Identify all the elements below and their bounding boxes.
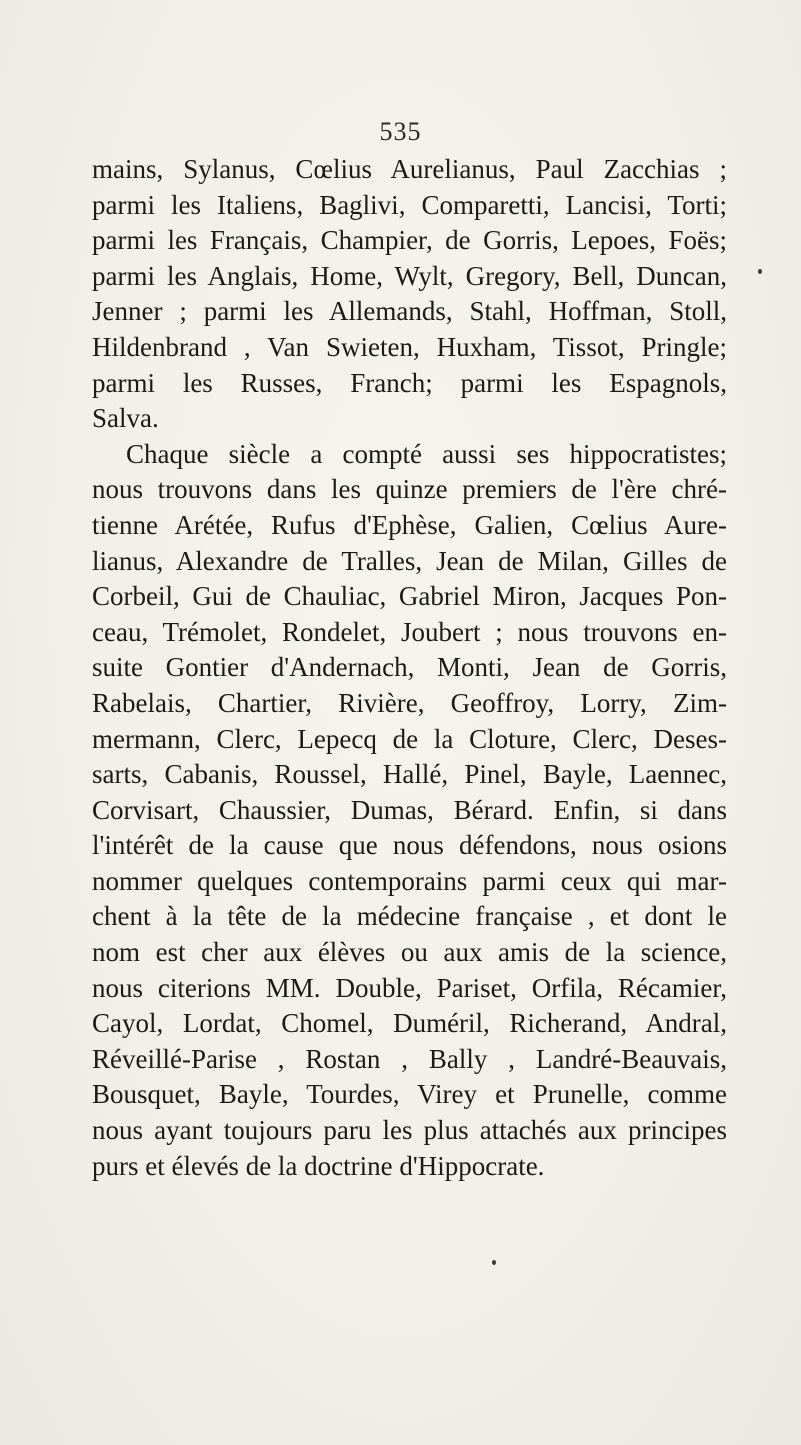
text-line: Corbeil, Gui de Chauliac, Gabriel Miron, Jacques Pon- [92,581,727,612]
paper-speck [758,269,762,274]
text-line: nous trouvons dans les quinze premiers de l'ère chré- [92,474,727,505]
text-line: purs et élevés de la doctrine d'Hippocrate. [92,1150,545,1181]
text-line: nommer quelques contemporains parmi ceux qui mar- [92,865,727,896]
text-line: nous ayant toujours paru les plus attachés aux principes [92,1115,727,1146]
text-line: Cayol, Lordat, Chomel, Duméril, Richerand, Andral, [92,1008,727,1039]
text-line: suite Gontier d'Andernach, Monti, Jean de Gorris, [92,652,727,683]
text-line: l'intérêt de la cause que nous défendons, nous osions [92,830,727,861]
text-line: Salva. [92,403,159,434]
text-line: tienne Arétée, Rufus d'Ephèse, Galien, Cœlius Aure- [92,509,727,540]
text-line: nous citerions MM. Double, Pariset, Orfila, Récamier, [92,972,727,1003]
text-line: Corvisart, Chaussier, Dumas, Bérard. Enfin, si dans [92,794,727,825]
text-line: chent à la tête de la médecine française , et dont le [92,901,727,932]
text-line: parmi les Italiens, Baglivi, Comparetti, Lancisi, Torti; [92,189,727,220]
page-number: 535 [379,117,422,146]
text-line: sarts, Cabanis, Roussel, Hallé, Pinel, Bayle, Laennec, [92,759,727,790]
text-line: parmi les Russes, Franch; parmi les Espagnols, [92,367,727,398]
text-line: parmi les Français, Champier, de Gorris, Lepoes, Foës; [92,225,727,256]
text-line: nom est cher aux élèves ou aux amis de la science, [92,937,727,968]
text-line: lianus, Alexandre de Tralles, Jean de Milan, Gilles de [92,545,727,576]
text-line: Bousquet, Bayle, Tourdes, Virey et Prunelle, comme [92,1079,727,1110]
text-line: Rabelais, Chartier, Rivière, Geoffroy, Lorry, Zim- [92,687,727,718]
text-line: parmi les Anglais, Home, Wylt, Gregory, Bell, Duncan, [92,260,727,291]
text-line: Jenner ; parmi les Allemands, Stahl, Hoffman, Stoll, [92,296,727,327]
text-line: mermann, Clerc, Lepecq de la Cloture, Clerc, Deses- [92,723,727,754]
text-line: ceau, Trémolet, Rondelet, Joubert ; nous trouvons en- [92,616,727,647]
text-line: Réveillé-Parise , Rostan , Bally , Landré-Beauvais, [92,1043,727,1074]
paper-speck [492,1260,496,1265]
text-line: mains, Sylanus, Cœlius Aurelianus, Paul Zacchias ; [92,154,727,184]
text-line: Hildenbrand , Van Swieten, Huxham, Tissot, Pringle; [92,331,727,362]
body-text [92,152,727,1184]
text-line: Chaque siècle a compté aussi ses hippocratistes; [126,438,727,469]
